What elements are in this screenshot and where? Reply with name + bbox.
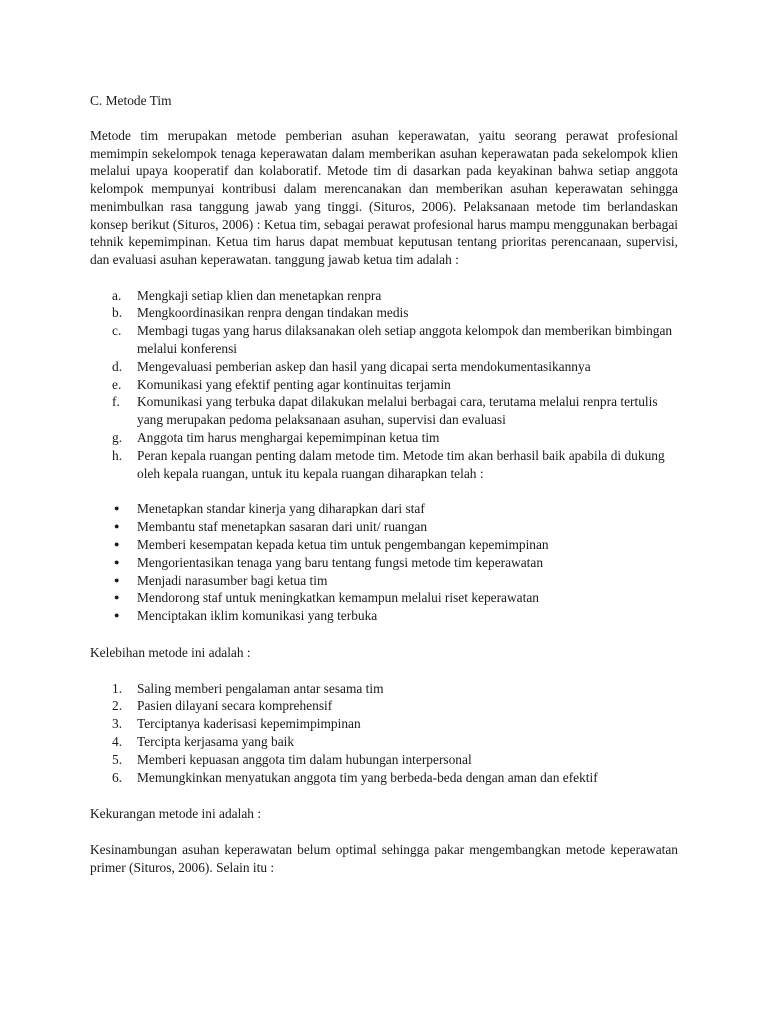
list-item — [90, 751, 678, 769]
list-marker: 5. — [112, 751, 123, 767]
list-marker: b. — [112, 305, 123, 321]
list-item — [90, 589, 678, 607]
list-item — [90, 607, 678, 625]
list-marker: a. — [112, 287, 122, 303]
list-item-text: Memberi kepuasan anggota tim dalam hubungan interpersonal — [137, 751, 472, 767]
list-item-text: Memungkinkan menyatukan anggota tim yang berbeda-beda dengan aman dan efektif — [137, 769, 598, 785]
list-item-text: Mendorong staf untuk meningkatkan kemampun melalui riset keperawatan — [137, 590, 539, 606]
list-item — [90, 447, 678, 483]
spacer — [90, 662, 678, 680]
list-item-text: Menciptakan iklim komunikasi yang terbuka — [137, 608, 378, 624]
list-item-text: Menjadi narasumber bagi ketua tim — [137, 572, 328, 588]
list-item-text: Mengorientasikan tenaga yang baru tentang fungsi metode tim keperawatan — [137, 554, 544, 570]
spacer — [90, 625, 678, 644]
list-item-text: Anggota tim harus menghargai kepemimpinan ketua tim — [137, 430, 440, 445]
bullet-icon: ● — [114, 521, 120, 532]
bullet-icon: ● — [114, 610, 120, 621]
list-item-text: Terciptanya kaderisasi kepemimpimpinan — [137, 716, 361, 732]
list-item-text: Komunikasi yang terbuka dapat dilakukan melalui berbagai cara, terutama melalui renpra tertulis yang merupakan pedoma pelaksanaan asuhan, supervisi dan evaluasi — [137, 394, 658, 428]
list-item — [90, 304, 678, 322]
list-marker: c. — [112, 323, 122, 339]
list-item — [90, 733, 678, 751]
spacer — [90, 482, 678, 500]
list-marker: 4. — [112, 734, 123, 750]
list-marker: g. — [112, 430, 123, 445]
list-item-text: Menetapkan standar kinerja yang diharapkan dari staf — [137, 501, 425, 517]
list-item — [90, 680, 678, 698]
list-marker: 3. — [112, 716, 123, 732]
list-item-text: Membantu staf menetapkan sasaran dari unit/ ruangan — [137, 519, 428, 535]
list-item-text: Membagi tugas yang harus dilaksanakan oleh setiap anggota kelompok dan memberikan bimbingan melalui konferensi — [137, 323, 673, 357]
list-marker: d. — [112, 358, 123, 374]
advantages-heading: Kelebihan metode ini adalah : — [90, 644, 251, 660]
list-item — [90, 554, 678, 572]
list-item — [90, 769, 678, 787]
bullet-icon: ● — [114, 556, 120, 567]
list-item-text: Komunikasi yang efektif penting agar kontinuitas terjamin — [137, 376, 451, 392]
bullet-icon: ● — [114, 538, 120, 549]
document-body — [90, 92, 678, 877]
list-item-text: Mengkoordinasikan renpra dengan tindakan medis — [137, 305, 409, 321]
spacer — [90, 786, 678, 805]
bullet-icon: ● — [114, 592, 120, 603]
list-item — [90, 500, 678, 518]
list-item-text: Memberi kesempatan kepada ketua tim untuk pengembangan kepemimpinan — [137, 536, 549, 552]
list-item — [90, 358, 678, 376]
list-item — [90, 572, 678, 590]
list-marker: 6. — [112, 769, 123, 785]
spacer — [90, 269, 678, 287]
list-item — [90, 536, 678, 554]
list-item-text: Mengevaluasi pemberian askep dan hasil yang dicapai serta mendokumentasikannya — [137, 358, 591, 374]
list-item-text: Tercipta kerjasama yang baik — [137, 734, 295, 750]
list-marker: e. — [112, 376, 122, 392]
spacer — [90, 823, 678, 841]
bullet-icon: ● — [114, 574, 120, 585]
list-item — [90, 287, 678, 305]
list-item — [90, 518, 678, 536]
list-item — [90, 429, 678, 447]
list-marker: 2. — [112, 698, 123, 714]
list-item-text: Saling memberi pengalaman antar sesama tim — [137, 680, 384, 696]
list-item — [90, 393, 678, 429]
disadvantages-paragraph: Kesinambungan asuhan keperawatan belum optimal sehingga pakar mengembangkan metode keperawatan primer (Situros, 2006). Selain itu : — [90, 842, 678, 875]
responsibilities-list — [90, 287, 678, 483]
head-nurse-tasks-list — [90, 500, 678, 625]
list-item-text: Pasien dilayani secara komprehensif — [137, 698, 333, 714]
list-item — [90, 376, 678, 394]
intro-paragraph: Metode tim merupakan metode pemberian asuhan keperawatan, yaitu seorang perawat profesional memimpin sekelompok tenaga keperawatan dalam memberikan asuhan keperawatan pada sekelompok klien melalui upaya kooperatif dan kolaboratif. Metode tim di dasarkan pada keyakinan bahwa setiap anggota kelompok mempunyai kontribusi dalam merencanakan dan memberikan asuhan keperawatan sehingga menimbulkan rasa tanggung jawab yang tinggi. (Situros, 2006). Pelaksanaan metode tim berlandaskan konsep berikut (Situros, 2006) : Ketua tim, sebagai perawat profesional harus mampu menggunakan berbagai tehnik kepemimpinan. Ketua tim harus dapat membuat keputusan tentang prioritas perencanaan, supervisi, dan evaluasi asuhan keperawatan. tanggung jawab ketua tim adalah : — [90, 128, 678, 267]
bullet-icon: ● — [114, 503, 120, 514]
list-item — [90, 322, 678, 358]
advantages-list — [90, 680, 678, 787]
list-item — [90, 697, 678, 715]
list-item-text: Mengkaji setiap klien dan menetapkan renpra — [137, 287, 382, 303]
disadvantages-heading: Kekurangan metode ini adalah : — [90, 806, 262, 822]
list-item-text: Peran kepala ruangan penting dalam metode tim. Metode tim akan berhasil baik apabila di dukung oleh kepala ruangan, untuk itu kepala ruangan diharapkan telah : — [137, 447, 665, 481]
list-item — [90, 715, 678, 733]
list-marker: 1. — [112, 680, 123, 696]
list-marker: h. — [112, 447, 123, 463]
section-title: C. Metode Tim — [90, 93, 172, 108]
list-marker: f. — [112, 394, 120, 410]
